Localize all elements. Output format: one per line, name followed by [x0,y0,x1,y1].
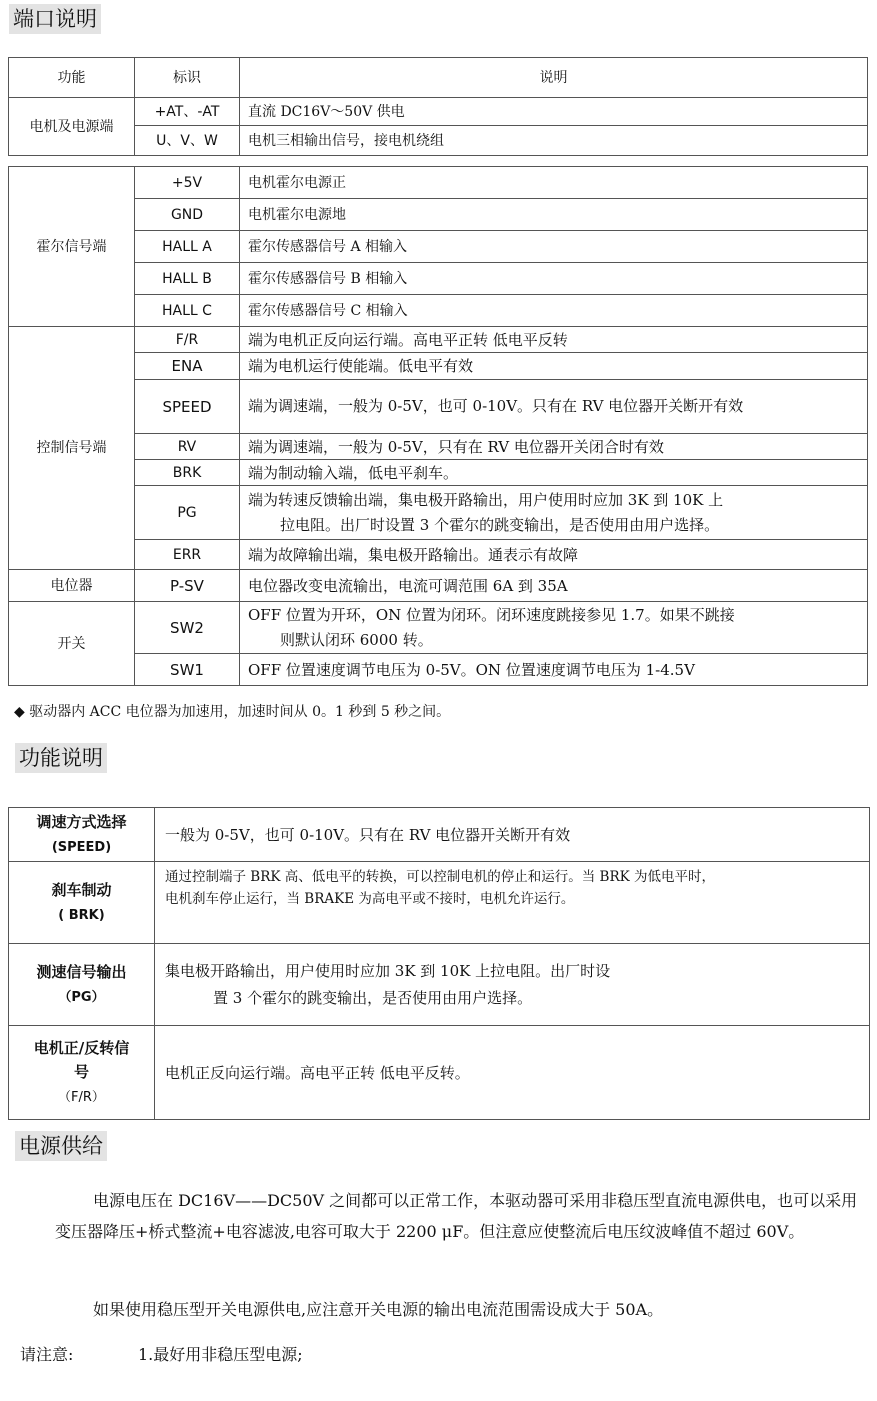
row-id: U、V、W [135,126,240,156]
function-label-sub: （PG） [58,989,105,1005]
row-desc: 电机三相输出信号，接电机绕组 [240,126,868,156]
function-label [9,944,155,1026]
row-id: ERR [135,540,240,570]
acc-note: ◆ 驱动器内 ACC 电位器为加速用，加速时间从 0。1 秒到 5 秒之间。 [14,704,451,720]
function-label-sub: (SPEED) [51,839,112,855]
header-function: 功能 [9,58,135,98]
function-label [9,808,155,862]
power-paragraph-1: 电源电压在 DC16V——DC50V 之间都可以正常工作，本驱动器可采用非稳压型直流电源供电，也可以采用变压器降压+桥式整流+电容滤波,电容可取大于 2200 μF。但注意应使整流后电压纹波峰值不超过 60V。 [55,1191,858,1241]
row-id: SPEED [135,380,240,434]
function-label-sub: （F/R） [58,1089,105,1105]
notice-label: 请注意: [20,1345,74,1364]
section-title-power: 电源供给 [15,1131,107,1161]
row-desc: 直流 DC16V～50V 供电 [240,98,868,126]
function-desc [155,944,870,1026]
function-desc [155,862,870,944]
row-desc: 端为调速端，一般为 0-5V，只有在 RV 电位器开关闭合时有效 [240,434,868,460]
row-id: SW1 [135,654,240,686]
port-table-signals [8,166,868,686]
notice-item: 1.最好用非稳压型电源; [138,1345,303,1364]
function-label [9,1026,155,1120]
row-id: SW2 [135,602,240,654]
row-desc: 端为制动输入端，低电平刹车。 [240,460,868,486]
row-desc: 霍尔传感器信号 B 相输入 [240,263,868,295]
section-title-function: 功能说明 [15,743,107,773]
row-desc-line: 拉电阻。出厂时设置 3 个霍尔的跳变输出，是否使用由用户选择。 [280,515,720,534]
row-id: PG [135,486,240,540]
power-paragraph-2: 如果使用稳压型开关电源供电,应注意开关电源的输出电流范围需设成大于 50A。 [93,1300,664,1319]
function-desc-line: 置 3 个霍尔的跳变输出，是否使用由用户选择。 [213,988,533,1007]
row-desc: 霍尔传感器信号 A 相输入 [240,231,868,263]
section-title-port: 端口说明 [9,4,101,34]
row-desc-line: OFF 位置为开环，ON 位置为闭环。闭环速度跳接参见 1.7。如果不跳接 [248,605,735,624]
row-id: P-SV [135,570,240,602]
row-id: +5V [135,167,240,199]
function-label-text: 电机正/反转信 [33,1038,130,1057]
row-id: F/R [135,327,240,353]
row-desc [240,602,868,654]
function-table [8,807,870,1120]
group-label-pot: 电位器 [9,570,135,602]
row-id: ENA [135,353,240,380]
row-desc: 端为故障输出端，集电极开路输出。通表示有故障 [240,540,868,570]
function-label-text: 号 [73,1062,89,1081]
function-desc-line: 通过控制端子 BRK 高、低电平的转换，可以控制电机的停止和运行。当 BRK 为低电平时， [165,869,716,885]
row-desc: 电机霍尔电源地 [240,199,868,231]
row-desc-line: 则默认闭环 6000 转。 [280,630,433,649]
notice [20,1340,303,1370]
group-label-switch: 开关 [9,602,135,686]
row-id: RV [135,434,240,460]
header-desc: 说明 [240,58,868,98]
row-desc: 端为电机运行使能端。低电平有效 [240,353,868,380]
row-id: HALL A [135,231,240,263]
row-desc: 霍尔传感器信号 C 相输入 [240,295,868,327]
function-desc: 一般为 0-5V，也可 0-10V。只有在 RV 电位器开关断开有效 [155,808,870,862]
row-desc: 电机霍尔电源正 [240,167,868,199]
group-label-power: 电机及电源端 [9,98,135,156]
function-desc-line: 集电极开路输出，用户使用时应加 3K 到 10K 上拉电阻。出厂时设 [165,961,611,980]
group-label-control: 控制信号端 [9,327,135,570]
row-id: HALL B [135,263,240,295]
function-desc-line: 电机刹车停止运行，当 BRAKE 为高电平或不接时，电机允许运行。 [165,891,575,907]
function-label-text: 调速方式选择 [36,812,127,831]
function-label-text: 刹车制动 [51,880,112,899]
row-id: HALL C [135,295,240,327]
row-desc: 端为电机正反向运行端。高电平正转 低电平反转 [240,327,868,353]
group-label-hall: 霍尔信号端 [9,167,135,327]
row-desc: OFF 位置速度调节电压为 0-5V。ON 位置速度调节电压为 1-4.5V [240,654,868,686]
function-label [9,862,155,944]
row-id: GND [135,199,240,231]
port-table-power [8,57,868,156]
row-desc: 电位器改变电流输出，电流可调范围 6A 到 35A [240,570,868,602]
row-desc-line: 端为转速反馈输出端，集电极开路输出，用户使用时应加 3K 到 10K 上 [248,490,724,509]
row-desc [240,486,868,540]
header-id: 标识 [135,58,240,98]
row-id: +AT、-AT [135,98,240,126]
function-label-sub: ( BRK) [58,907,105,923]
row-desc: 端为调速端，一般为 0-5V，也可 0-10V。只有在 RV 电位器开关断开有效 [240,380,868,434]
function-label-text: 测速信号输出 [36,962,127,981]
function-desc: 电机正反向运行端。高电平正转 低电平反转。 [155,1026,870,1120]
row-id: BRK [135,460,240,486]
